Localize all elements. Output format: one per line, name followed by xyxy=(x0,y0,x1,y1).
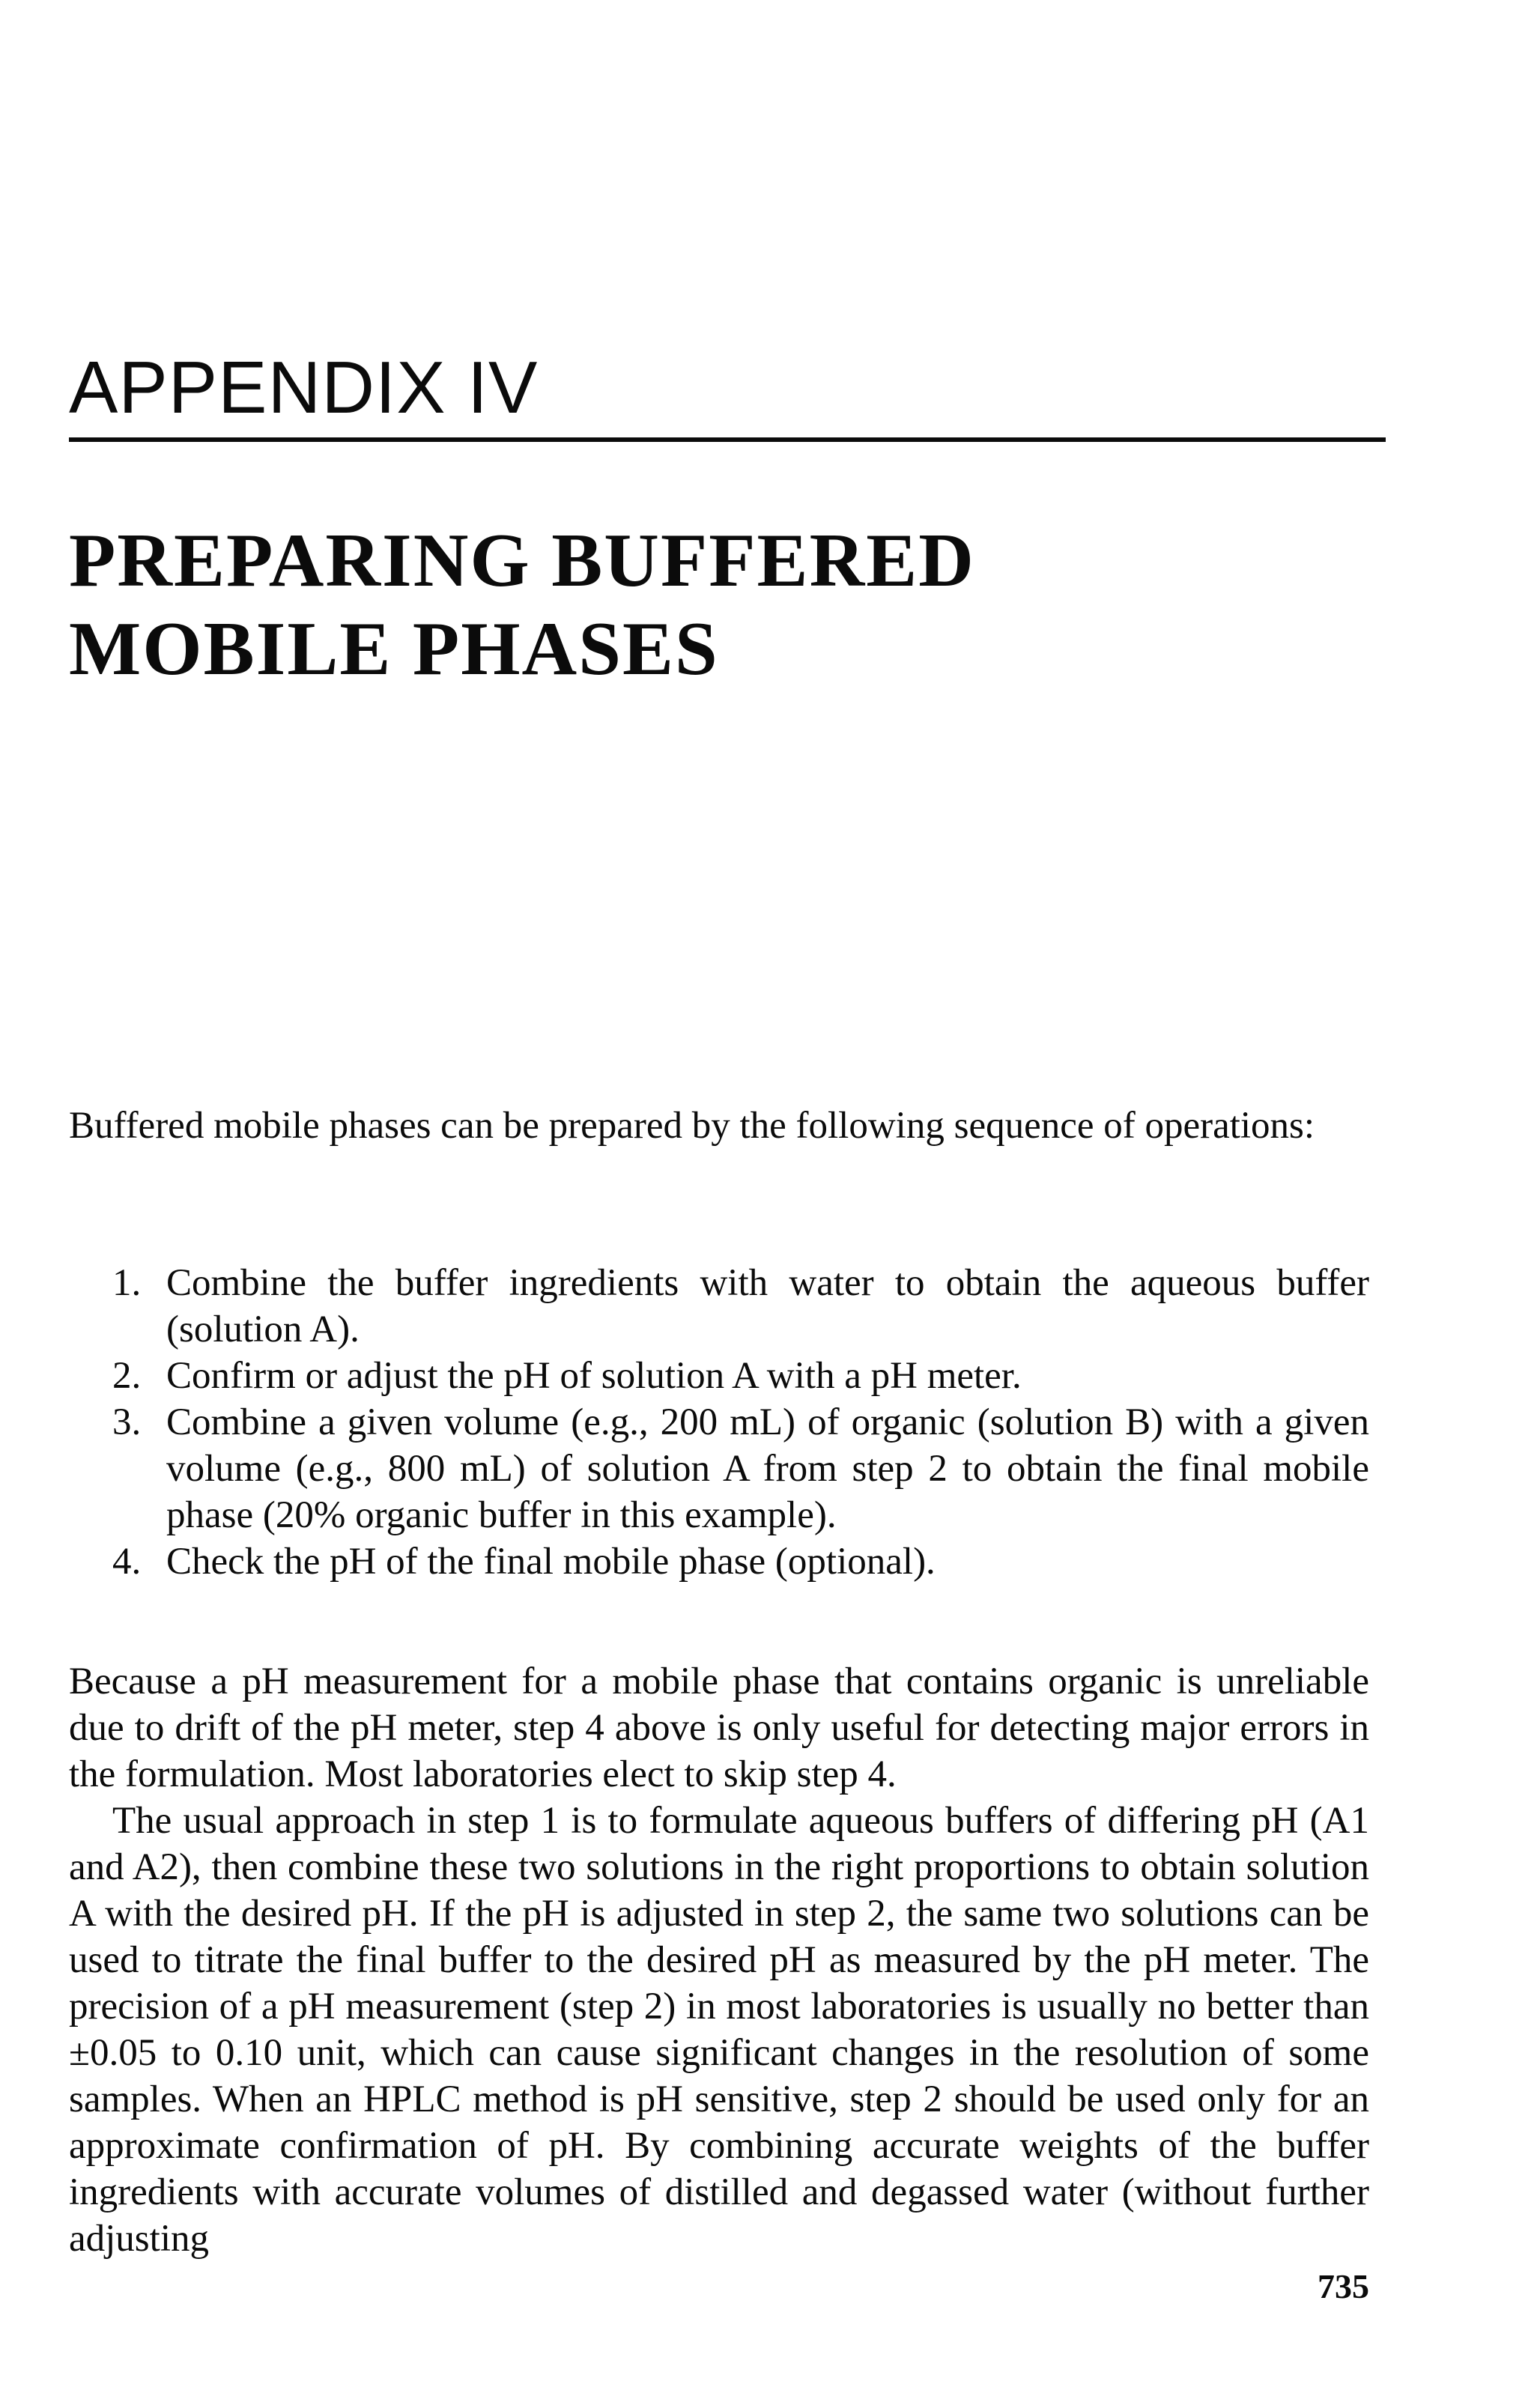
title-rule xyxy=(69,437,1386,442)
step-number: 4. xyxy=(112,1541,142,1583)
step-number: 2. xyxy=(112,1355,142,1397)
step-text: Confirm or adjust the pH of solution A with a pH meter. xyxy=(166,1355,1022,1397)
step-text: Combine a given volume (e.g., 200 mL) of organic (solution B) with a given volume (e.g., 800 mL) of solution A from step 2 to obtain the final mobile phase (20% organic buffer in this example). xyxy=(166,1401,1369,1536)
intro-paragraph: Buffered mobile phases can be prepared by the following sequence of operations: xyxy=(69,1105,1315,1147)
appendix-label: APPENDIX IV xyxy=(69,346,539,428)
list-item xyxy=(69,1260,1369,1353)
body-paragraphs xyxy=(69,1658,1369,2262)
chapter-title xyxy=(69,517,1342,694)
chapter-title-line-1: PREPARING BUFFERED xyxy=(69,518,975,603)
list-item xyxy=(69,1399,1369,1538)
step-text: Combine the buffer ingredients with water to obtain the aqueous buffer (solution A). xyxy=(166,1262,1369,1350)
page-number: 735 xyxy=(1318,2267,1369,2305)
list-item xyxy=(69,1538,1369,1585)
steps-list xyxy=(69,1260,1369,1585)
body-paragraph: Because a pH measurement for a mobile phase that contains organic is unreliable due to drift of the pH meter, step 4 above is only useful for detecting major errors in the formulation. Most laboratories elect to skip step 4. xyxy=(69,1661,1369,1795)
step-number: 1. xyxy=(112,1262,142,1304)
step-text: Check the pH of the final mobile phase (optional). xyxy=(166,1541,936,1583)
body-paragraph: The usual approach in step 1 is to formulate aqueous buffers of differing pH (A1 and A2), then combine these two solutions in the right proportions to obtain solution A with the desired pH. If the pH is adjusted in step 2, the same two solutions can be used to titrate the final buffer to the desired pH as measured by the pH meter. The precision of a pH measurement (step 2) in most laboratories is usually no better than ±0.05 to 0.10 unit, which can cause significant changes in the resolution of some samples. When an HPLC method is pH sensitive, step 2 should be used only for an approximate confirmation of pH. By combining accurate weights of the buffer ingredients with accurate volumes of distilled and degassed water (without further adjusting xyxy=(69,1800,1369,2260)
list-item xyxy=(69,1353,1369,1399)
step-number: 3. xyxy=(112,1401,142,1443)
chapter-title-line-2: MOBILE PHASES xyxy=(69,607,719,691)
